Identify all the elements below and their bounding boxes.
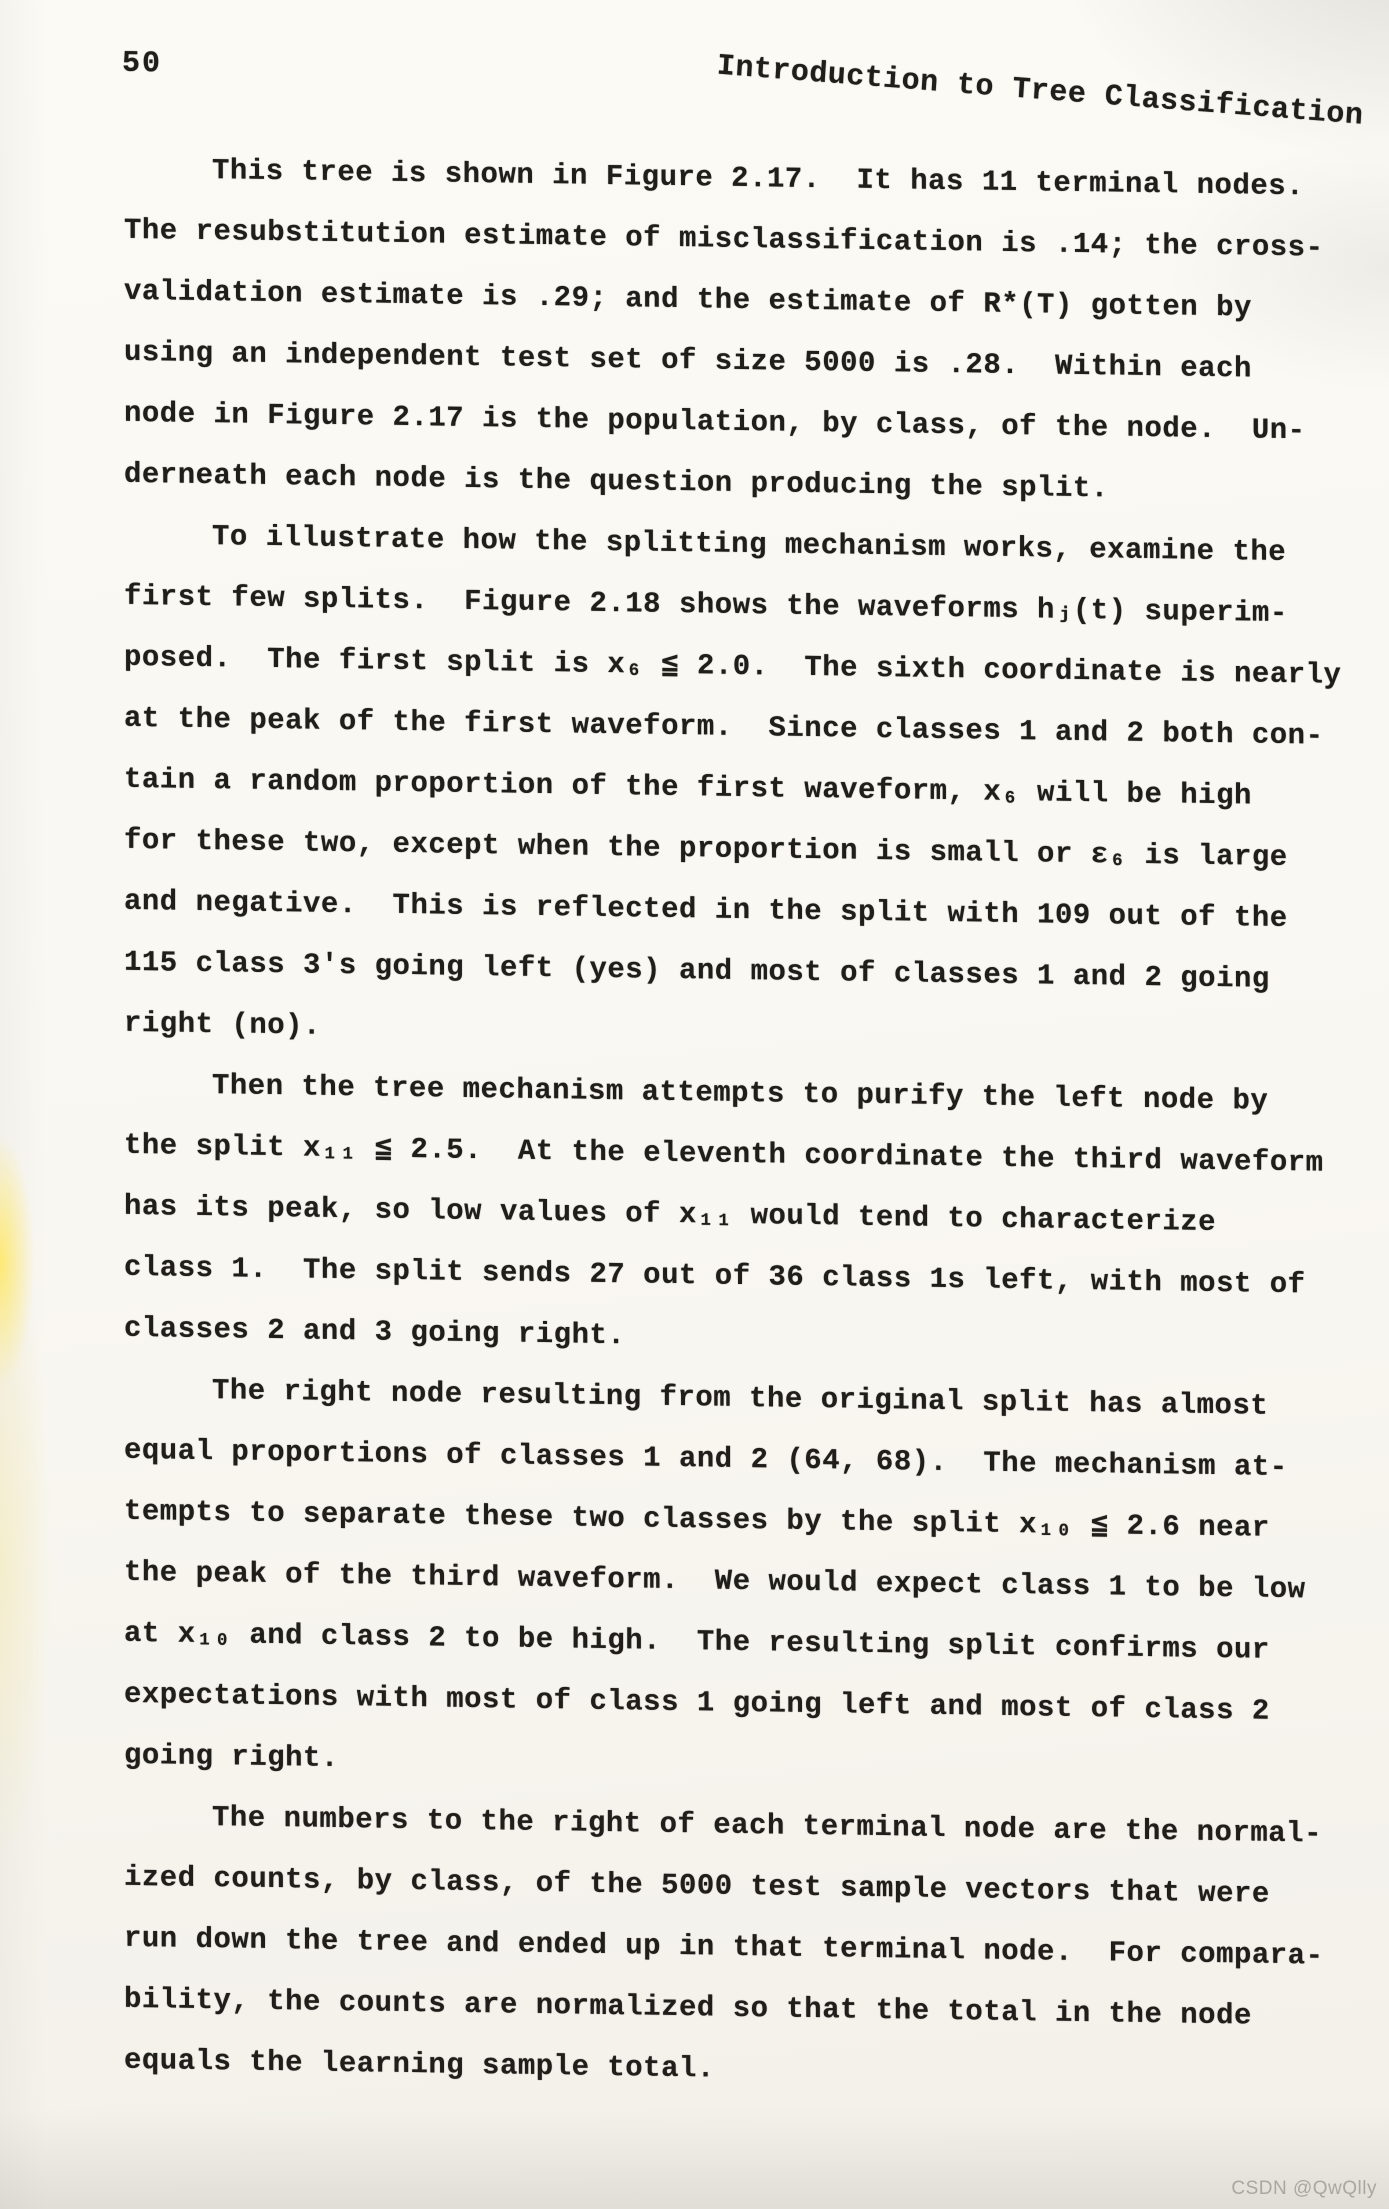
text-line: has its peak, so low values of x₁₁ would tend to characterize (124, 1189, 1217, 1240)
text-line: run down the tree and ended up in that terminal node. For compara- (124, 1921, 1324, 1973)
watermark: CSDN @QwQlly (1231, 2178, 1377, 2199)
text-line: bility, the counts are normalized so that the total in the node (124, 1982, 1252, 2033)
text-line: the peak of the third waveform. We would expect class 1 to be low (124, 1555, 1306, 1607)
text-line: equals the learning sample total. (124, 2043, 715, 2086)
text-line: posed. The first split is x₆ ≦ 2.0. The sixth coordinate is nearly (124, 640, 1342, 692)
text-line: for these two, except when the proportion is small or ε₆ is large (124, 823, 1288, 875)
text-line: tempts to separate these two classes by the split x₁₀ ≦ 2.6 near (124, 1494, 1270, 1545)
text-line: The resubstitution estimate of misclassification is .14; the cross- (124, 213, 1324, 265)
text-line: 115 class 3's going left (yes) and most of classes 1 and 2 going (124, 945, 1270, 996)
text-line: right (no). (124, 1006, 321, 1043)
running-head-title: Introduction to Tree Classification (715, 49, 1365, 134)
text-line: going right. (124, 1738, 339, 1775)
text-line: classes 2 and 3 going right. (124, 1311, 626, 1353)
text-line: node in Figure 2.17 is the population, by class, of the node. Un- (124, 396, 1306, 448)
text-line: and negative. This is reflected in the split with 109 out of the (124, 884, 1288, 936)
text-line: Then the tree mechanism attempts to purify the left node by (212, 1069, 1269, 1118)
text-line: using an independent test set of size 5000 is .28. Within each (124, 335, 1252, 386)
text-line: validation estimate is .29; and the estimate of R*(T) gotten by (124, 274, 1252, 325)
text-line: ized counts, by class, of the 5000 test sample vectors that were (124, 1860, 1270, 1911)
text-line: expectations with most of class 1 going left and most of class 2 (124, 1677, 1270, 1728)
text-line: The numbers to the right of each terminal node are the normal- (212, 1801, 1322, 1851)
text-line: derneath each node is the question producing the split. (124, 457, 1109, 506)
text-line: first few splits. Figure 2.18 shows the waveforms hⱼ(t) superim- (124, 579, 1288, 631)
text-line: To illustrate how the splitting mechanism works, examine the (212, 520, 1287, 570)
text-line: at the peak of the first waveform. Since classes 1 and 2 both con- (124, 701, 1324, 753)
text-line: equal proportions of classes 1 and 2 (64, 68). The mechanism at- (124, 1433, 1288, 1485)
body-text (124, 139, 1364, 2109)
text-line: tain a random proportion of the first waveform, x₆ will be high (124, 762, 1252, 813)
text-line: the split x₁₁ ≦ 2.5. At the eleventh coordinate the third waveform (124, 1128, 1324, 1180)
page-number: 50 (122, 46, 163, 82)
text-line: at x₁₀ and class 2 to be high. The resulting split confirms our (124, 1616, 1270, 1667)
text-line: class 1. The split sends 27 out of 36 class 1s left, with most of (124, 1250, 1306, 1302)
text-line: This tree is shown in Figure 2.17. It has 11 terminal nodes. (212, 154, 1305, 204)
text-line: The right node resulting from the original split has almost (212, 1374, 1269, 1423)
